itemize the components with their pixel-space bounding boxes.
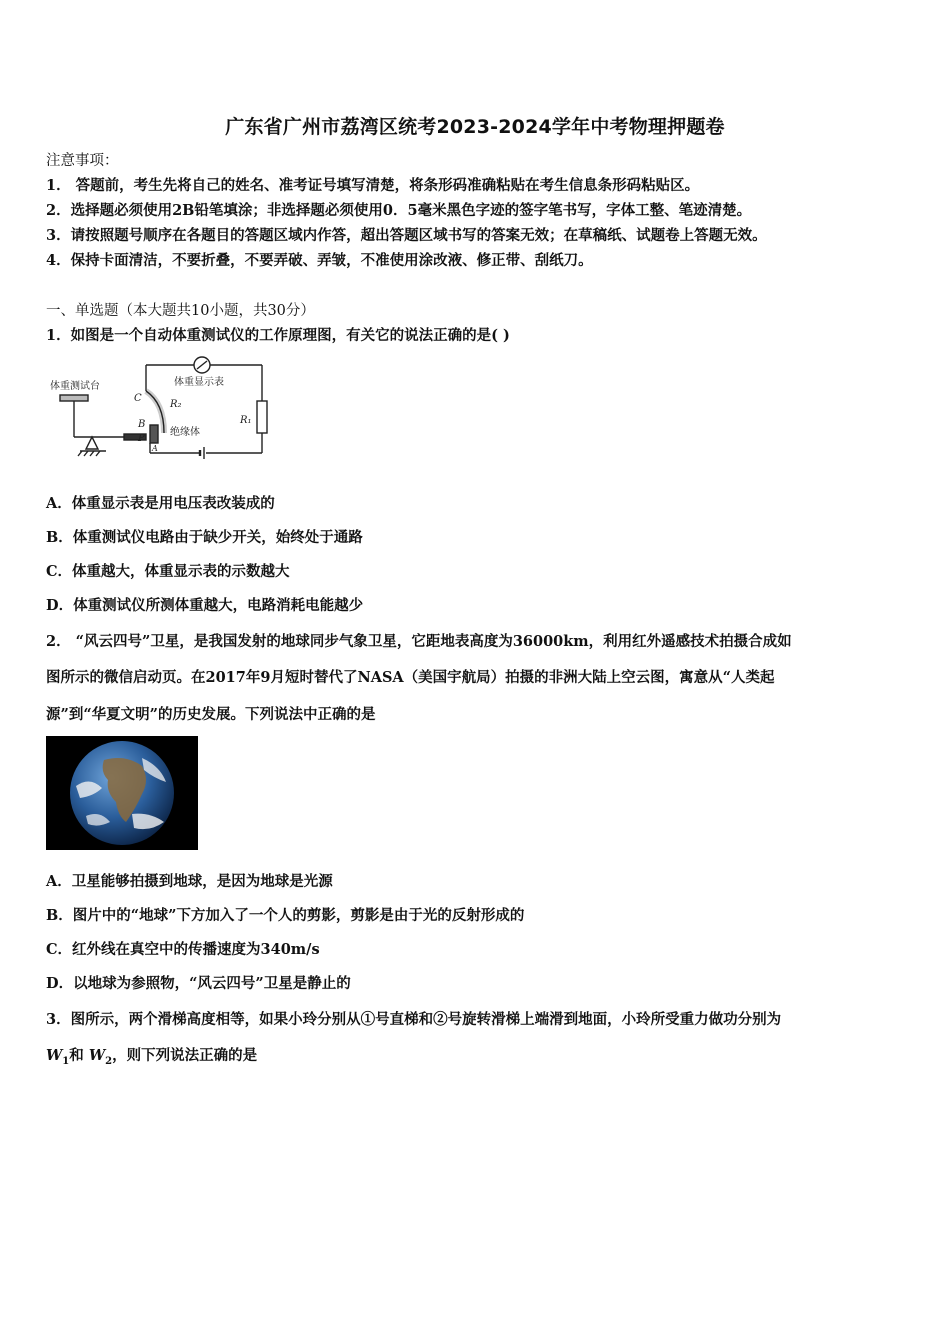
label-r2: R₂: [170, 399, 182, 410]
weight-tester-circuit-figure: [46, 355, 280, 467]
label-p: P: [138, 433, 145, 444]
earth-image: [46, 736, 198, 850]
notice-heading: 注意事项：: [46, 153, 119, 169]
q2-stem-line-2: 图所示的微信启动页。在2017年9月短时替代了NASA（美国宇航局）拍摄的非洲大陆上空云图，寓意从“人类起: [46, 669, 775, 686]
q1-stem: 1．如图是一个自动体重测试仪的工作原理图，有关它的说法正确的是( ): [46, 327, 510, 344]
q2-option-b: B．图片中的“地球”下方加入了一个人的剪影，剪影是由于光的反射形成的: [46, 907, 525, 924]
q2-option-d: D．以地球为参照物，“风云四号”卫星是静止的: [46, 975, 351, 992]
section-heading: 一、单选题（本大题共10小题，共30分）: [46, 303, 315, 319]
q2-option-c: C．红外线在真空中的传播速度为340m/s: [46, 941, 320, 958]
label-meter: 体重显示表: [174, 377, 224, 388]
q3-tail: ，则下列说法正确的是: [112, 1047, 258, 1064]
q2-stem-line-1: 2． “风云四号”卫星，是我国发射的地球同步气象卫星，它距地表高度为36000km，利用红外遥感技术拍摄合成如: [46, 633, 792, 650]
q3-and: 和: [69, 1047, 84, 1064]
label-insulator: 绝缘体: [170, 427, 200, 438]
page-title: 广东省广州市荔湾区统考2023-2024学年中考物理押题卷: [225, 116, 725, 138]
notice-item-2: 2．选择题必须使用2B铅笔填涂；非选择题必须使用0．5毫米黑色字迹的签字笔书写，字体工整、笔迹清楚。: [46, 202, 752, 219]
label-platform: 体重测试台: [50, 381, 100, 392]
notice-item-1: 1． 答题前，考生先将自己的姓名、准考证号填写清楚，将条形码准确粘贴在考生信息条形码粘贴区。: [46, 177, 700, 194]
q2-option-a: A．卫星能够拍摄到地球，是因为地球是光源: [46, 873, 333, 890]
label-r1: R₁: [240, 415, 252, 426]
label-b: B: [138, 419, 146, 430]
q3-stem-line-2: [46, 1046, 257, 1072]
w1-symbol: W: [46, 1047, 63, 1064]
w2-symbol: W: [88, 1047, 106, 1064]
q1-option-c: C．体重越大，体重显示表的示数越大: [46, 563, 290, 580]
w1-subscript: 1: [62, 1055, 70, 1067]
test-platform: [60, 395, 88, 401]
q1-option-a: A．体重显示表是用电压表改装成的: [46, 495, 275, 512]
q2-stem-line-3: 源”到“华夏文明”的历史发展。下列说法中正确的是: [46, 706, 376, 723]
q1-option-d: D．体重测试仪所测体重越大，电路消耗电能越少: [46, 597, 364, 614]
q3-stem-line-1: 3．图所示，两个滑梯高度相等，如果小玲分别从①号直梯和②号旋转滑梯上端滑到地面，小玲所受重力做功分别为: [46, 1011, 782, 1028]
w2-subscript: 2: [105, 1055, 113, 1067]
q1-option-b: B．体重测试仪电路由于缺少开关，始终处于通路: [46, 529, 363, 546]
notice-item-3: 3．请按照题号顺序在各题目的答题区域内作答，超出答题区域书写的答案无效；在草稿纸、试题卷上答题无效。: [46, 227, 767, 244]
label-a: A: [152, 444, 158, 453]
label-c: C: [134, 393, 142, 404]
notice-item-4: 4．保持卡面清洁，不要折叠，不要弄破、弄皱，不准使用涂改液、修正带、刮纸刀。: [46, 252, 593, 269]
